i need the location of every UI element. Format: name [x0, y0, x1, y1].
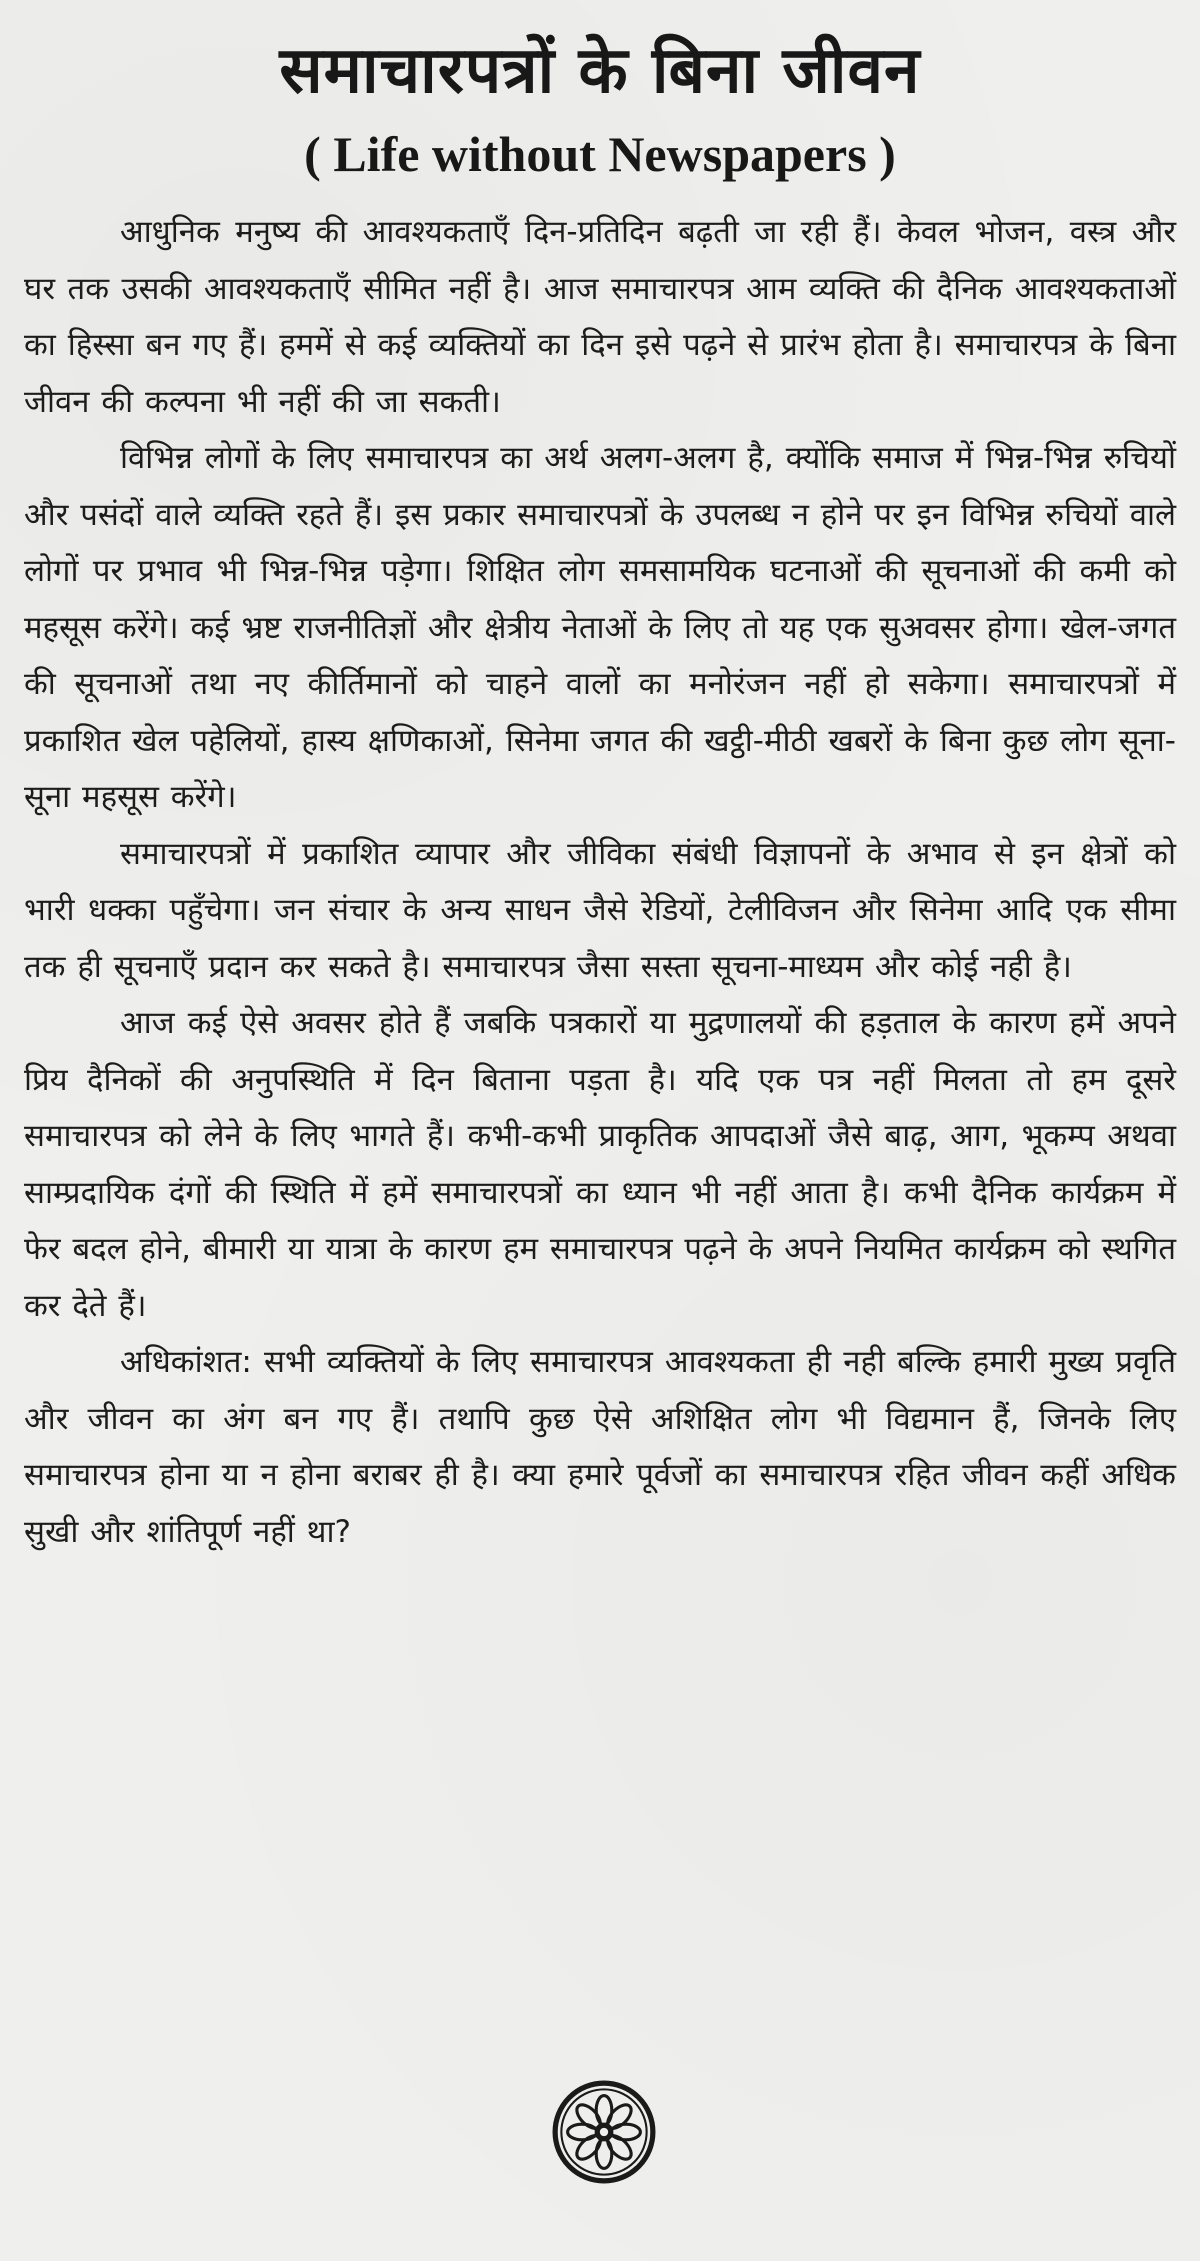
page-title: समाचारपत्रों के बिना जीवन: [279, 34, 921, 108]
paragraph-2: विभिन्न लोगों के लिए समाचारपत्र का अर्थ अलग-अलग है, क्योंकि समाज में भिन्न-भिन्न रुचियों और पसंदों वाले व्यक्ति रहते हैं। इस प्रकार समाचारपत्रों के उपलब्ध न होने पर इन विभिन्न रुचियों वाले लोगों पर प्रभाव भी भिन्न-भिन्न पड़ेगा। शिक्षित लोग समसामयिक घटनाओं की सूचनाओं की कमी को महसूस करेंगे। कई भ्रष्ट राजनीतिज्ञों और क्षेत्रीय नेताओं के लिए तो यह एक सुअवसर होगा। खेल-जगत की सूचनाओं तथा नए कीर्तिमानों को चाहने वालों का मनोरंजन नहीं हो सकेगा। समाचारपत्रों में प्रकाशित खेल पहेलियों, हास्य क्षणिकाओं, सिनेमा जगत की खट्ठी-मीठी खबरों के बिना कुछ लोग सूना-सूना महसूस करेंगे।: [24, 440, 1176, 815]
article-body: [24, 204, 1176, 1560]
paragraph-5: अधिकांशत: सभी व्यक्तियों के लिए समाचारपत्र आवश्यकता ही नही बल्कि हमारी मुख्य प्रवृति और जीवन का अंग बन गए हैं। तथापि कुछ ऐसे अशिक्षित लोग भी विद्यमान हैं, जिनके लिए समाचारपत्र होना या न होना बराबर ही है। क्या हमारे पूर्वजों का समाचारपत्र रहित जीवन कहीं अधिक सुखी और शांतिपूर्ण नहीं था?: [24, 1344, 1176, 1550]
paragraph-1: आधुनिक मनुष्य की आवश्यकताएँ दिन-प्रतिदिन बढ़ती जा रही हैं। केवल भोजन, वस्त्र और घर तक उसकी आवश्यकताएँ सीमित नहीं है। आज समाचारपत्र आम व्यक्ति की दैनिक आवश्यकताओं का हिस्सा बन गए हैं। हममें से कई व्यक्तियों का दिन इसे पढ़ने से प्रारंभ होता है। समाचारपत्र के बिना जीवन की कल्पना भी नहीं की जा सकती।: [24, 214, 1176, 420]
paragraph-3: समाचारपत्रों में प्रकाशित व्यापार और जीविका संबंधी विज्ञापनों के अभाव से इन क्षेत्रों को भारी धक्का पहुँचेगा। जन संचार के अन्य साधन जैसे रेडियों, टेलीविजन और सिनेमा आदि एक सीमा तक ही सूचनाएँ प्रदान कर सकते है। समाचारपत्र जैसा सस्ता सूचना-माध्यम और कोई नही है।: [24, 835, 1176, 985]
page-subtitle: ( Life without Newspapers ): [304, 126, 896, 182]
lotus-flower-icon: [552, 2080, 656, 2184]
paragraph-4: आज कई ऐसे अवसर होते हैं जबकि पत्रकारों या मुद्रणालयों की हड़ताल के कारण हमें अपने प्रिय दैनिकों की अनुपस्थिति में दिन बिताना पड़ता है। यदि एक पत्र नहीं मिलता तो हम दूसरे समाचारपत्र को लेने के लिए भागते हैं। कभी-कभी प्राकृतिक आपदाओं जैसे बाढ़, आग, भूकम्प अथवा साम्प्रदायिक दंगों की स्थिति में हमें समाचारपत्रों का ध्यान भी नहीं आता है। कभी दैनिक कार्यक्रम में फेर बदल होने, बीमारी या यात्रा के कारण हम समाचारपत्र पढ़ने के अपने नियमित कार्यक्रम को स्थगित कर देते हैं।: [24, 1005, 1176, 1324]
